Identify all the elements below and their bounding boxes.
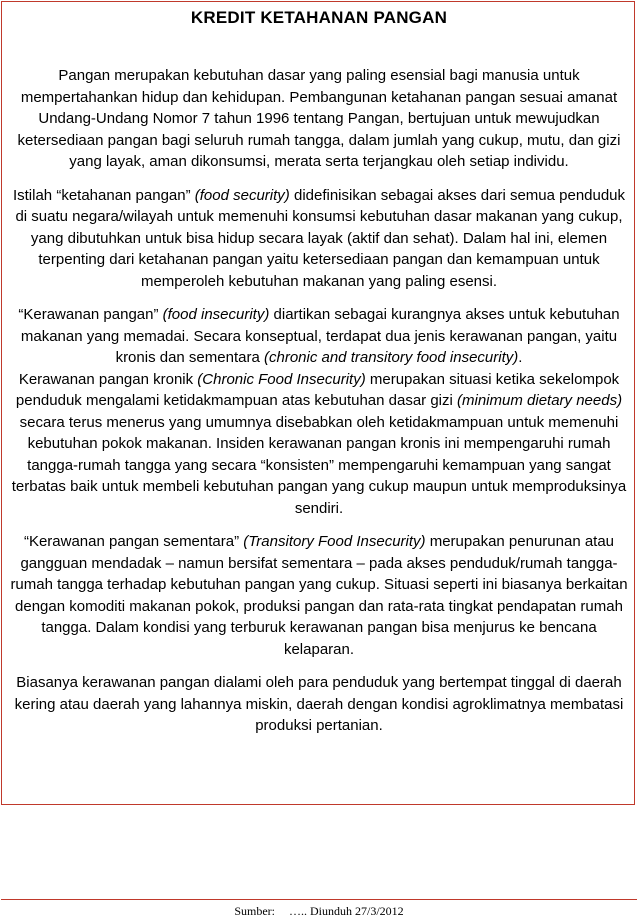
paragraph-food-insecurity — [6, 304, 632, 369]
text-segment: Kerawanan pangan kronik — [18, 370, 198, 388]
paragraph-conclusion: Biasanya kerawanan pangan dialami oleh para penduduk yang bertempat tinggal di daerah kering atau daerah yang lahannya miskin, daerah dengan kondisi agroklimatnya membatasi produksi pertanian. — [14, 674, 624, 734]
italic-term: (minimum dietary needs) — [457, 392, 623, 409]
text-segment: didefinisikan sebagai akses dari semua penduduk di suatu negara/wilayah untuk memenuhi konsumsi kebutuhan dasar makanan yang cukup, yang dibutuhkan untuk bisa hidup secara layak (aktif dan sehat). Dalam hal ini, elemen terpenting dari ketahanan pangan yaitu ketersediaan pangan dan kemampuan untuk memperoleh kebutuhan makanan yang paling esensi. — [15, 186, 626, 290]
paragraph-chronic — [6, 369, 632, 520]
page-title: KREDIT KETAHANAN PANGAN — [190, 8, 448, 27]
paragraph-food-security — [6, 185, 632, 293]
text-segment: merupakan situasi ketika sekelompok penduduk mengalami ketidakmampuan atas kebutuhan dasar gizi — [15, 370, 620, 409]
text-segment: merupakan penurunan atau gangguan mendadak – namun bersifat sementara – pada akses penduduk/rumah tangga-rumah tangga terhadap kebutuhan pangan yang cukup. Situasi seperti ini biasanya berkaitan dengan komoditi makanan pokok, produksi pangan dan rata-rata tingkat pendapatan rumah tangga. Dalam kondisi yang terburuk kerawanan pangan bisa menjurus ke bencana kelaparan. — [10, 533, 628, 658]
italic-term: (food insecurity) — [162, 306, 270, 323]
paragraph-transitory — [6, 531, 632, 660]
text-segment: diartikan sebagai kurangnya akses untuk kebutuhan makanan yang memadai. Secara konseptual, terdapat dua jenis kerawanan pangan, yaitu kronis dan sementara — [20, 306, 620, 366]
italic-term: (Transitory Food Insecurity) — [243, 533, 426, 550]
text-segment: . — [518, 349, 523, 366]
italic-term: (food security) — [194, 186, 290, 204]
text-segment: “Kerawanan pangan” — [18, 306, 163, 323]
text-segment: Istilah “ketahanan pangan” — [12, 186, 195, 204]
text-segment: “Kerawanan pangan sementara” — [23, 533, 244, 550]
footer-divider — [1, 899, 637, 900]
source-value: ….. Diunduh 27/3/2012 — [289, 904, 404, 918]
italic-term: (chronic and transitory food insecurity) — [263, 349, 519, 366]
text-segment: secara terus menerus yang umumnya disebabkan oleh ketidakmampuan untuk memenuhi kebutuhan pokok makanan. Insiden kerawanan pangan kronis ini mempengaruhi rumah tangga-rumah tangga yang secara “konsisten” mempengaruhi kemampuan yang sangat terbatas baik untuk membeli kebutuhan pangan yang cukup maupun untuk memproduksinya sendiri. — [11, 413, 627, 517]
document-body — [6, 65, 632, 737]
italic-term: (Chronic Food Insecurity) — [197, 370, 366, 388]
source-footer — [0, 904, 638, 919]
paragraph-intro: Pangan merupakan kebutuhan dasar yang paling esensial bagi manusia untuk mempertahankan hidup dan kehidupan. Pembangunan ketahanan pangan sesuai amanat Undang-Undang Nomor 7 tahun 1996 tentang Pangan, bertujuan untuk mewujudkan ketersediaan pangan bagi seluruh rumah tangga, dalam jumlah yang cukup, mutu, dan gizi yang layak, aman dikonsumsi, merata serta terjangkau oleh setiap individu. — [17, 67, 621, 170]
source-label: Sumber: — [234, 904, 275, 918]
